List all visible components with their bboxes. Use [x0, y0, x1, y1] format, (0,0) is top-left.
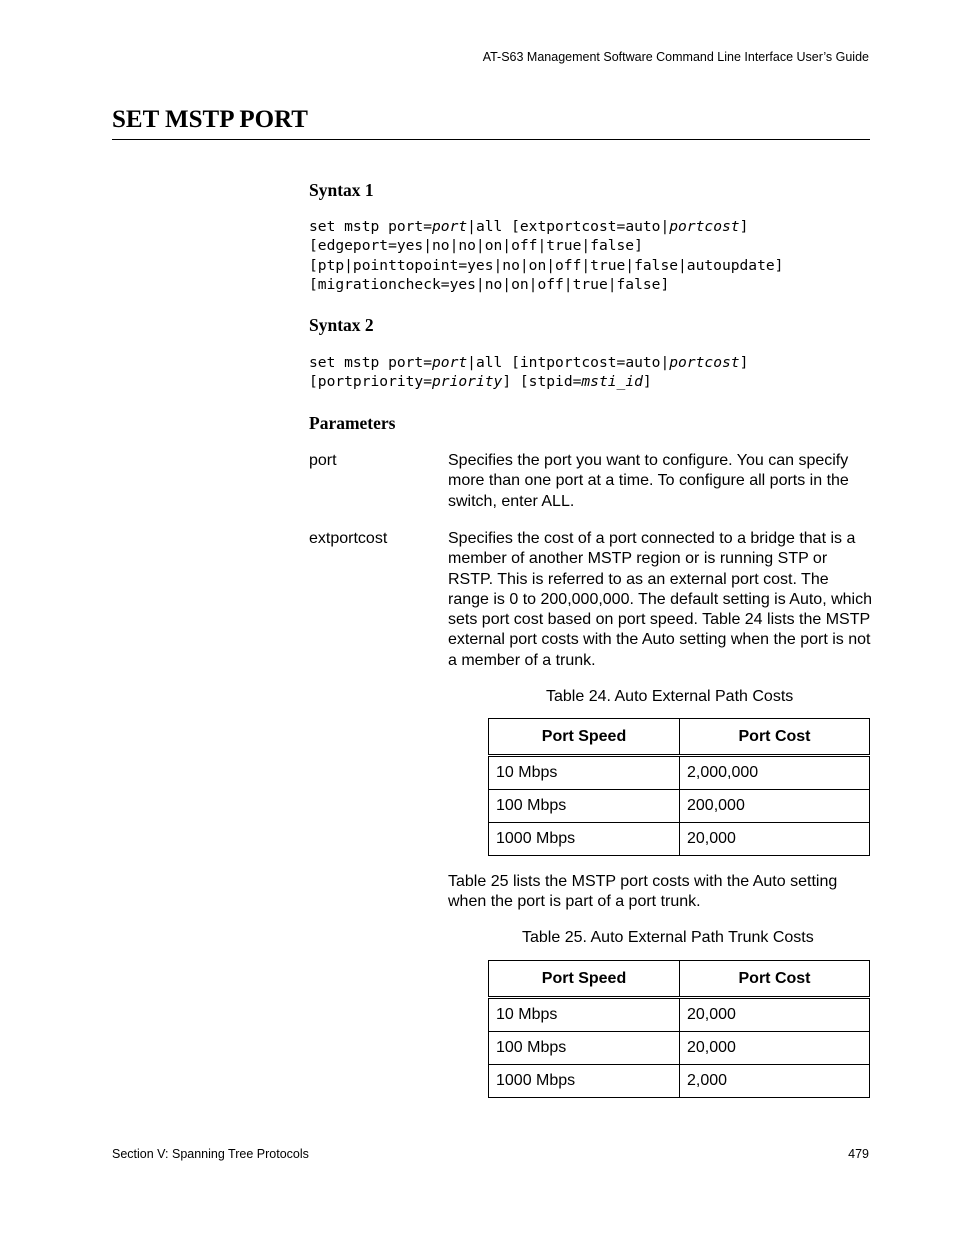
table-row — [489, 1065, 870, 1098]
table-cell: 20,000 — [680, 1032, 870, 1065]
table-row — [489, 1032, 870, 1065]
syntax1-code: set mstp port=port|all [extportcost=auto|portcost] [edgeport=yes|no|no|on|off|true|false] [ptp|pointtopoint=yes|no|on|off|true|false|autoupdate] [migrationcheck=yes|no|on|off|true|false] — [309, 218, 784, 293]
table-header-row — [489, 719, 870, 756]
footer-page-number: 479 — [848, 1147, 869, 1161]
table-cell: 2,000,000 — [680, 756, 870, 790]
table-header-row — [489, 961, 870, 998]
table24-caption: Table 24. Auto External Path Costs — [546, 688, 794, 705]
table-cell: 10 Mbps — [489, 998, 680, 1032]
table25-caption: Table 25. Auto External Path Trunk Costs — [522, 929, 814, 946]
table-cell: 1000 Mbps — [489, 823, 680, 856]
footer-section: Section V: Spanning Tree Protocols — [112, 1147, 309, 1161]
param-desc-extportcost: Specifies the cost of a port connected to a bridge that is a member of another MSTP region or is running STP or RSTP. This is referred to as an external port cost. The range is 0 to 200,000,000. The default setting is Auto, which sets port cost based on port speed. Table 24 lists the MSTP external port costs with the Auto setting when the port is not a member of a trunk. — [448, 530, 872, 669]
title-rule — [112, 139, 870, 140]
between-text: Table 25 lists the MSTP port costs with the Auto setting when the port is part of a port trunk. — [448, 873, 838, 911]
syntax2-code: set mstp port=port|all [intportcost=auto|portcost] [portpriority=priority] [stpid=msti_id] — [309, 354, 749, 391]
param-name-port: port — [309, 452, 337, 469]
param-name-extportcost: extportcost — [309, 530, 388, 547]
table-row — [489, 756, 870, 790]
table-header-port-speed: Port Speed — [489, 961, 680, 998]
table-cell: 100 Mbps — [489, 1032, 680, 1065]
param-desc-port: Specifies the port you want to configure. You can specify more than one port at a time. To configure all ports in the switch, enter ALL. — [448, 452, 849, 510]
table-header-port-cost: Port Cost — [680, 719, 870, 756]
syntax2-heading: Syntax 2 — [309, 315, 374, 335]
table-row — [489, 998, 870, 1032]
table24 — [488, 718, 870, 856]
table-header-port-cost: Port Cost — [680, 961, 870, 998]
table-cell: 200,000 — [680, 790, 870, 823]
table-cell: 20,000 — [680, 998, 870, 1032]
parameters-heading: Parameters — [309, 413, 396, 433]
table-cell: 2,000 — [680, 1065, 870, 1098]
table-row — [489, 790, 870, 823]
page-title: SET MSTP PORT — [112, 106, 308, 133]
table-cell: 20,000 — [680, 823, 870, 856]
table-cell: 1000 Mbps — [489, 1065, 680, 1098]
running-header: AT-S63 Management Software Command Line Interface User’s Guide — [482, 50, 869, 64]
table-row — [489, 823, 870, 856]
syntax1-heading: Syntax 1 — [309, 180, 374, 200]
table-header-port-speed: Port Speed — [489, 719, 680, 756]
table25 — [488, 960, 870, 1098]
table-cell: 10 Mbps — [489, 756, 680, 790]
table-cell: 100 Mbps — [489, 790, 680, 823]
